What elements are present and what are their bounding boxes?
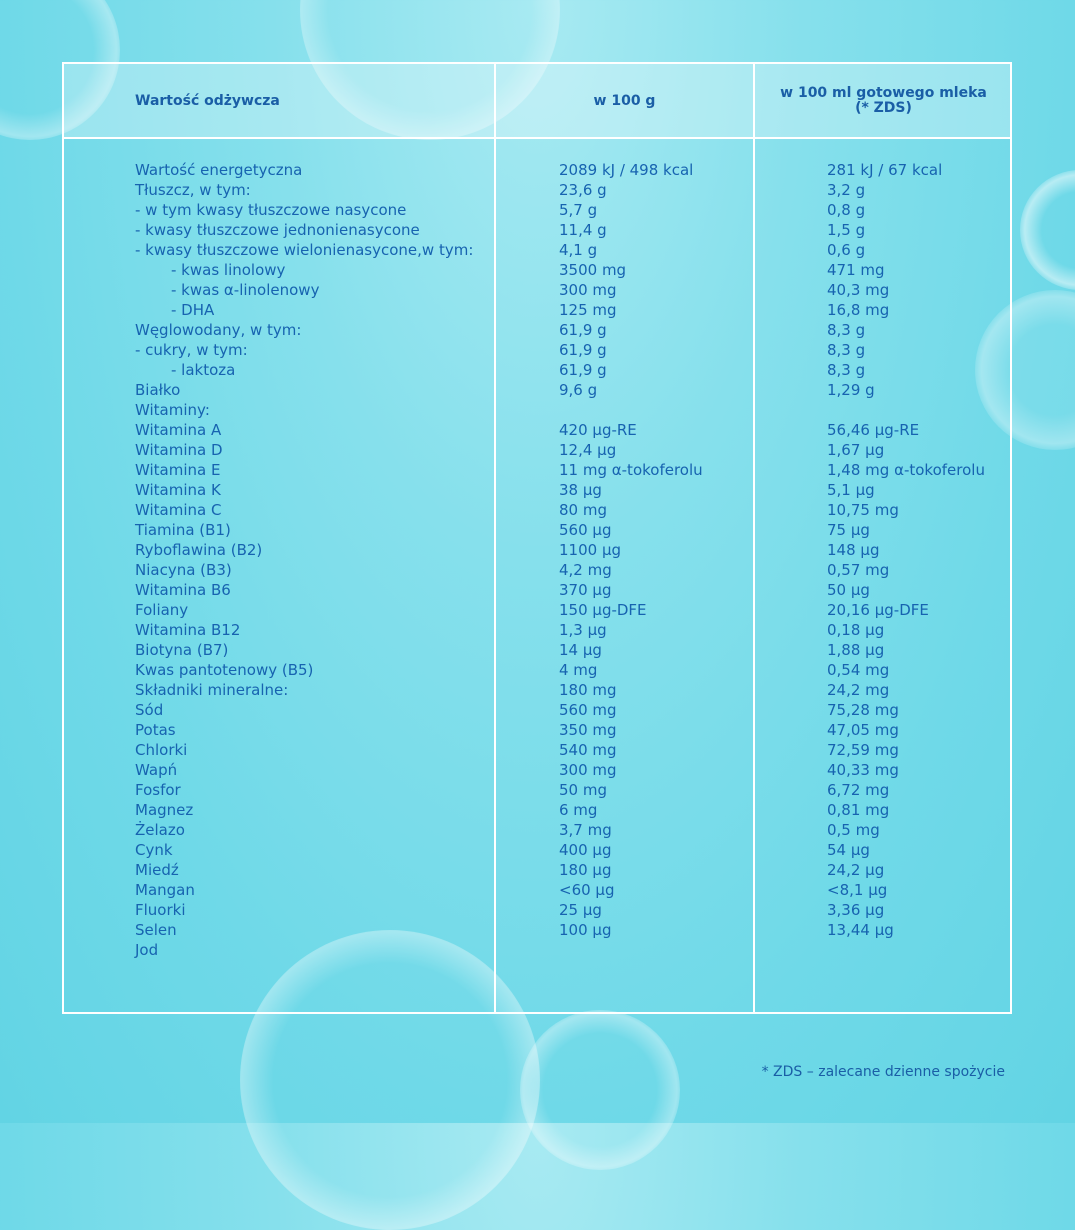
nutrient-name: Witamina K <box>135 481 221 499</box>
nutrient-name: Sód <box>135 701 164 719</box>
value-per-100g: 14 µg <box>559 641 602 659</box>
value-per-100ml: <8,1 µg <box>827 881 888 899</box>
value-per-100ml: 47,05 mg <box>827 721 899 739</box>
value-per-100ml: 0,5 mg <box>827 821 880 839</box>
value-per-100ml: 0,8 g <box>827 201 866 219</box>
value-per-100g: 5,7 g <box>559 201 598 219</box>
footnote: * ZDS – zalecane dzienne spożycie <box>761 1064 1005 1080</box>
nutrient-name: Niacyna (B3) <box>135 561 232 579</box>
value-per-100g: 180 mg <box>559 681 617 699</box>
value-per-100ml: 0,6 g <box>827 241 866 259</box>
value-per-100ml: 3,2 g <box>827 181 866 199</box>
value-per-100ml: 1,48 mg α-tokoferolu <box>827 461 985 479</box>
nutrient-name: - kwas α-linolenowy <box>171 281 320 299</box>
value-per-100g: 38 µg <box>559 481 602 499</box>
value-per-100ml: 75,28 mg <box>827 701 899 719</box>
value-per-100ml: 1,67 µg <box>827 441 885 459</box>
value-per-100ml: 40,3 mg <box>827 281 890 299</box>
nutrient-name: Witamina C <box>135 501 222 519</box>
value-per-100g: 180 µg <box>559 861 612 879</box>
nutrient-name: Węglowodany, w tym: <box>135 321 302 339</box>
value-per-100ml: 13,44 µg <box>827 921 894 939</box>
value-per-100ml: 8,3 g <box>827 361 866 379</box>
value-per-100g: 4,2 mg <box>559 561 612 579</box>
value-per-100g: 4,1 g <box>559 241 598 259</box>
header-label-note: (* ZDS) <box>855 99 912 116</box>
column-divider <box>494 64 496 1012</box>
value-per-100g: 25 µg <box>559 901 602 919</box>
value-per-100g: 540 mg <box>559 741 617 759</box>
nutrient-name: Magnez <box>135 801 194 819</box>
value-per-100g: 3500 mg <box>559 261 627 279</box>
nutrient-name: - kwasy tłuszczowe jednonienasycone <box>135 221 420 239</box>
nutrient-name: Witamina E <box>135 461 221 479</box>
value-per-100ml: 54 µg <box>827 841 870 859</box>
value-per-100ml: 5,1 µg <box>827 481 875 499</box>
nutrient-name: - kwas linolowy <box>171 261 286 279</box>
nutrient-name: Tłuszcz, w tym: <box>135 181 251 199</box>
nutrient-name: - kwasy tłuszczowe wielonienasycone,w tym: <box>135 241 474 259</box>
value-per-100ml: 20,16 µg-DFE <box>827 601 929 619</box>
column-divider <box>753 64 755 1012</box>
value-per-100ml: 16,8 mg <box>827 301 890 319</box>
value-per-100ml: 8,3 g <box>827 341 866 359</box>
nutrition-table <box>62 62 1012 1014</box>
nutrient-name: Witamina D <box>135 441 223 459</box>
nutrient-name: Składniki mineralne: <box>135 681 289 699</box>
value-per-100g: 61,9 g <box>559 321 607 339</box>
nutrient-name: - DHA <box>171 301 215 319</box>
nutrient-name: Tiamina (B1) <box>135 521 231 539</box>
per-100ml-column <box>827 160 985 960</box>
value-per-100g: 420 µg-RE <box>559 421 637 439</box>
nutrient-name: Witamina B6 <box>135 581 231 599</box>
value-per-100ml <box>827 940 985 960</box>
nutrient-name: Fluorki <box>135 901 186 919</box>
nutrient-name: - laktoza <box>171 361 236 379</box>
value-per-100g: 300 mg <box>559 281 617 299</box>
value-per-100ml: 0,57 mg <box>827 561 890 579</box>
value-per-100ml: 281 kJ / 67 kcal <box>827 161 943 179</box>
nutrient-name: Wartość energetyczna <box>135 161 303 179</box>
header-per-100g <box>496 64 753 137</box>
value-per-100g: 2089 kJ / 498 kcal <box>559 161 694 179</box>
nutrient-name: Fosfor <box>135 781 181 799</box>
value-per-100ml: 56,46 µg-RE <box>827 421 920 439</box>
nutrient-name: Kwas pantotenowy (B5) <box>135 661 314 679</box>
value-per-100g: 23,6 g <box>559 181 607 199</box>
value-per-100g: 9,6 g <box>559 381 598 399</box>
header-nutritional-value <box>135 64 485 137</box>
nutrient-name: Witamina B12 <box>135 621 241 639</box>
value-per-100g: 61,9 g <box>559 341 607 359</box>
value-per-100g: 4 mg <box>559 661 598 679</box>
value-per-100ml: 75 µg <box>827 521 870 539</box>
nutrient-name: Witaminy: <box>135 401 210 419</box>
value-per-100g: 3,7 mg <box>559 821 612 839</box>
nutrient-name: Biotyna (B7) <box>135 641 229 659</box>
value-per-100g: 560 µg <box>559 521 612 539</box>
value-per-100ml: 1,29 g <box>827 381 875 399</box>
value-per-100ml: 148 µg <box>827 541 880 559</box>
nutrient-name: Foliany <box>135 601 189 619</box>
value-per-100g: 1100 µg <box>559 541 622 559</box>
value-per-100ml: 72,59 mg <box>827 741 899 759</box>
value-per-100ml: 0,81 mg <box>827 801 890 819</box>
value-per-100g: 400 µg <box>559 841 612 859</box>
nutrient-name: Mangan <box>135 881 195 899</box>
value-per-100g: 350 mg <box>559 721 617 739</box>
header-label: w 100 ml gotowego mleka <box>780 84 987 101</box>
value-per-100ml: 471 mg <box>827 261 885 279</box>
value-per-100ml: 0,54 mg <box>827 661 890 679</box>
value-per-100ml: 6,72 mg <box>827 781 890 799</box>
value-per-100g: <60 µg <box>559 881 615 899</box>
value-per-100ml: 1,88 µg <box>827 641 885 659</box>
header-label: Wartość odżywcza <box>135 92 280 109</box>
value-per-100g: 50 mg <box>559 781 607 799</box>
nutrient-name: Potas <box>135 721 176 739</box>
header-per-100ml <box>755 64 1012 137</box>
nutrient-name: Selen <box>135 921 177 939</box>
nutrient-name: - w tym kwasy tłuszczowe nasycone <box>135 201 407 219</box>
nutrient-name: Miedź <box>135 861 179 879</box>
value-per-100g: 125 mg <box>559 301 617 319</box>
nutrient-names-column <box>135 160 473 960</box>
nutrient-name: Cynk <box>135 841 173 859</box>
value-per-100ml: 10,75 mg <box>827 501 899 519</box>
nutrient-name: Witamina A <box>135 421 222 439</box>
value-per-100ml: 24,2 mg <box>827 681 890 699</box>
value-per-100ml: 8,3 g <box>827 321 866 339</box>
value-per-100g: 61,9 g <box>559 361 607 379</box>
nutrient-name: Żelazo <box>135 821 185 839</box>
value-per-100ml: 24,2 µg <box>827 861 885 879</box>
value-per-100g <box>559 400 703 420</box>
value-per-100g: 1,3 µg <box>559 621 607 639</box>
value-per-100g <box>559 940 703 960</box>
value-per-100ml: 50 µg <box>827 581 870 599</box>
header-label: w 100 g <box>593 92 656 109</box>
value-per-100ml: 3,36 µg <box>827 901 885 919</box>
value-per-100ml: 1,5 g <box>827 221 866 239</box>
value-per-100g: 12,4 µg <box>559 441 617 459</box>
value-per-100g: 6 mg <box>559 801 598 819</box>
nutrient-name: Jod <box>135 941 159 959</box>
value-per-100ml: 40,33 mg <box>827 761 899 779</box>
value-per-100g: 150 µg-DFE <box>559 601 647 619</box>
value-per-100g: 11 mg α-tokoferolu <box>559 461 703 479</box>
nutrient-name: Wapń <box>135 761 178 779</box>
decorative-bubble <box>1020 170 1075 290</box>
value-per-100ml <box>827 400 985 420</box>
value-per-100g: 560 mg <box>559 701 617 719</box>
value-per-100ml: 0,18 µg <box>827 621 885 639</box>
value-per-100g: 11,4 g <box>559 221 607 239</box>
nutrient-name: Białko <box>135 381 181 399</box>
value-per-100g: 80 mg <box>559 501 607 519</box>
nutrient-name: - cukry, w tym: <box>135 341 248 359</box>
nutrient-name: Chlorki <box>135 741 188 759</box>
value-per-100g: 100 µg <box>559 921 612 939</box>
nutrient-name: Ryboflawina (B2) <box>135 541 263 559</box>
per-100g-column <box>559 160 703 960</box>
value-per-100g: 300 mg <box>559 761 617 779</box>
value-per-100g: 370 µg <box>559 581 612 599</box>
header-divider <box>64 137 1010 139</box>
decorative-bubble <box>520 1010 680 1170</box>
